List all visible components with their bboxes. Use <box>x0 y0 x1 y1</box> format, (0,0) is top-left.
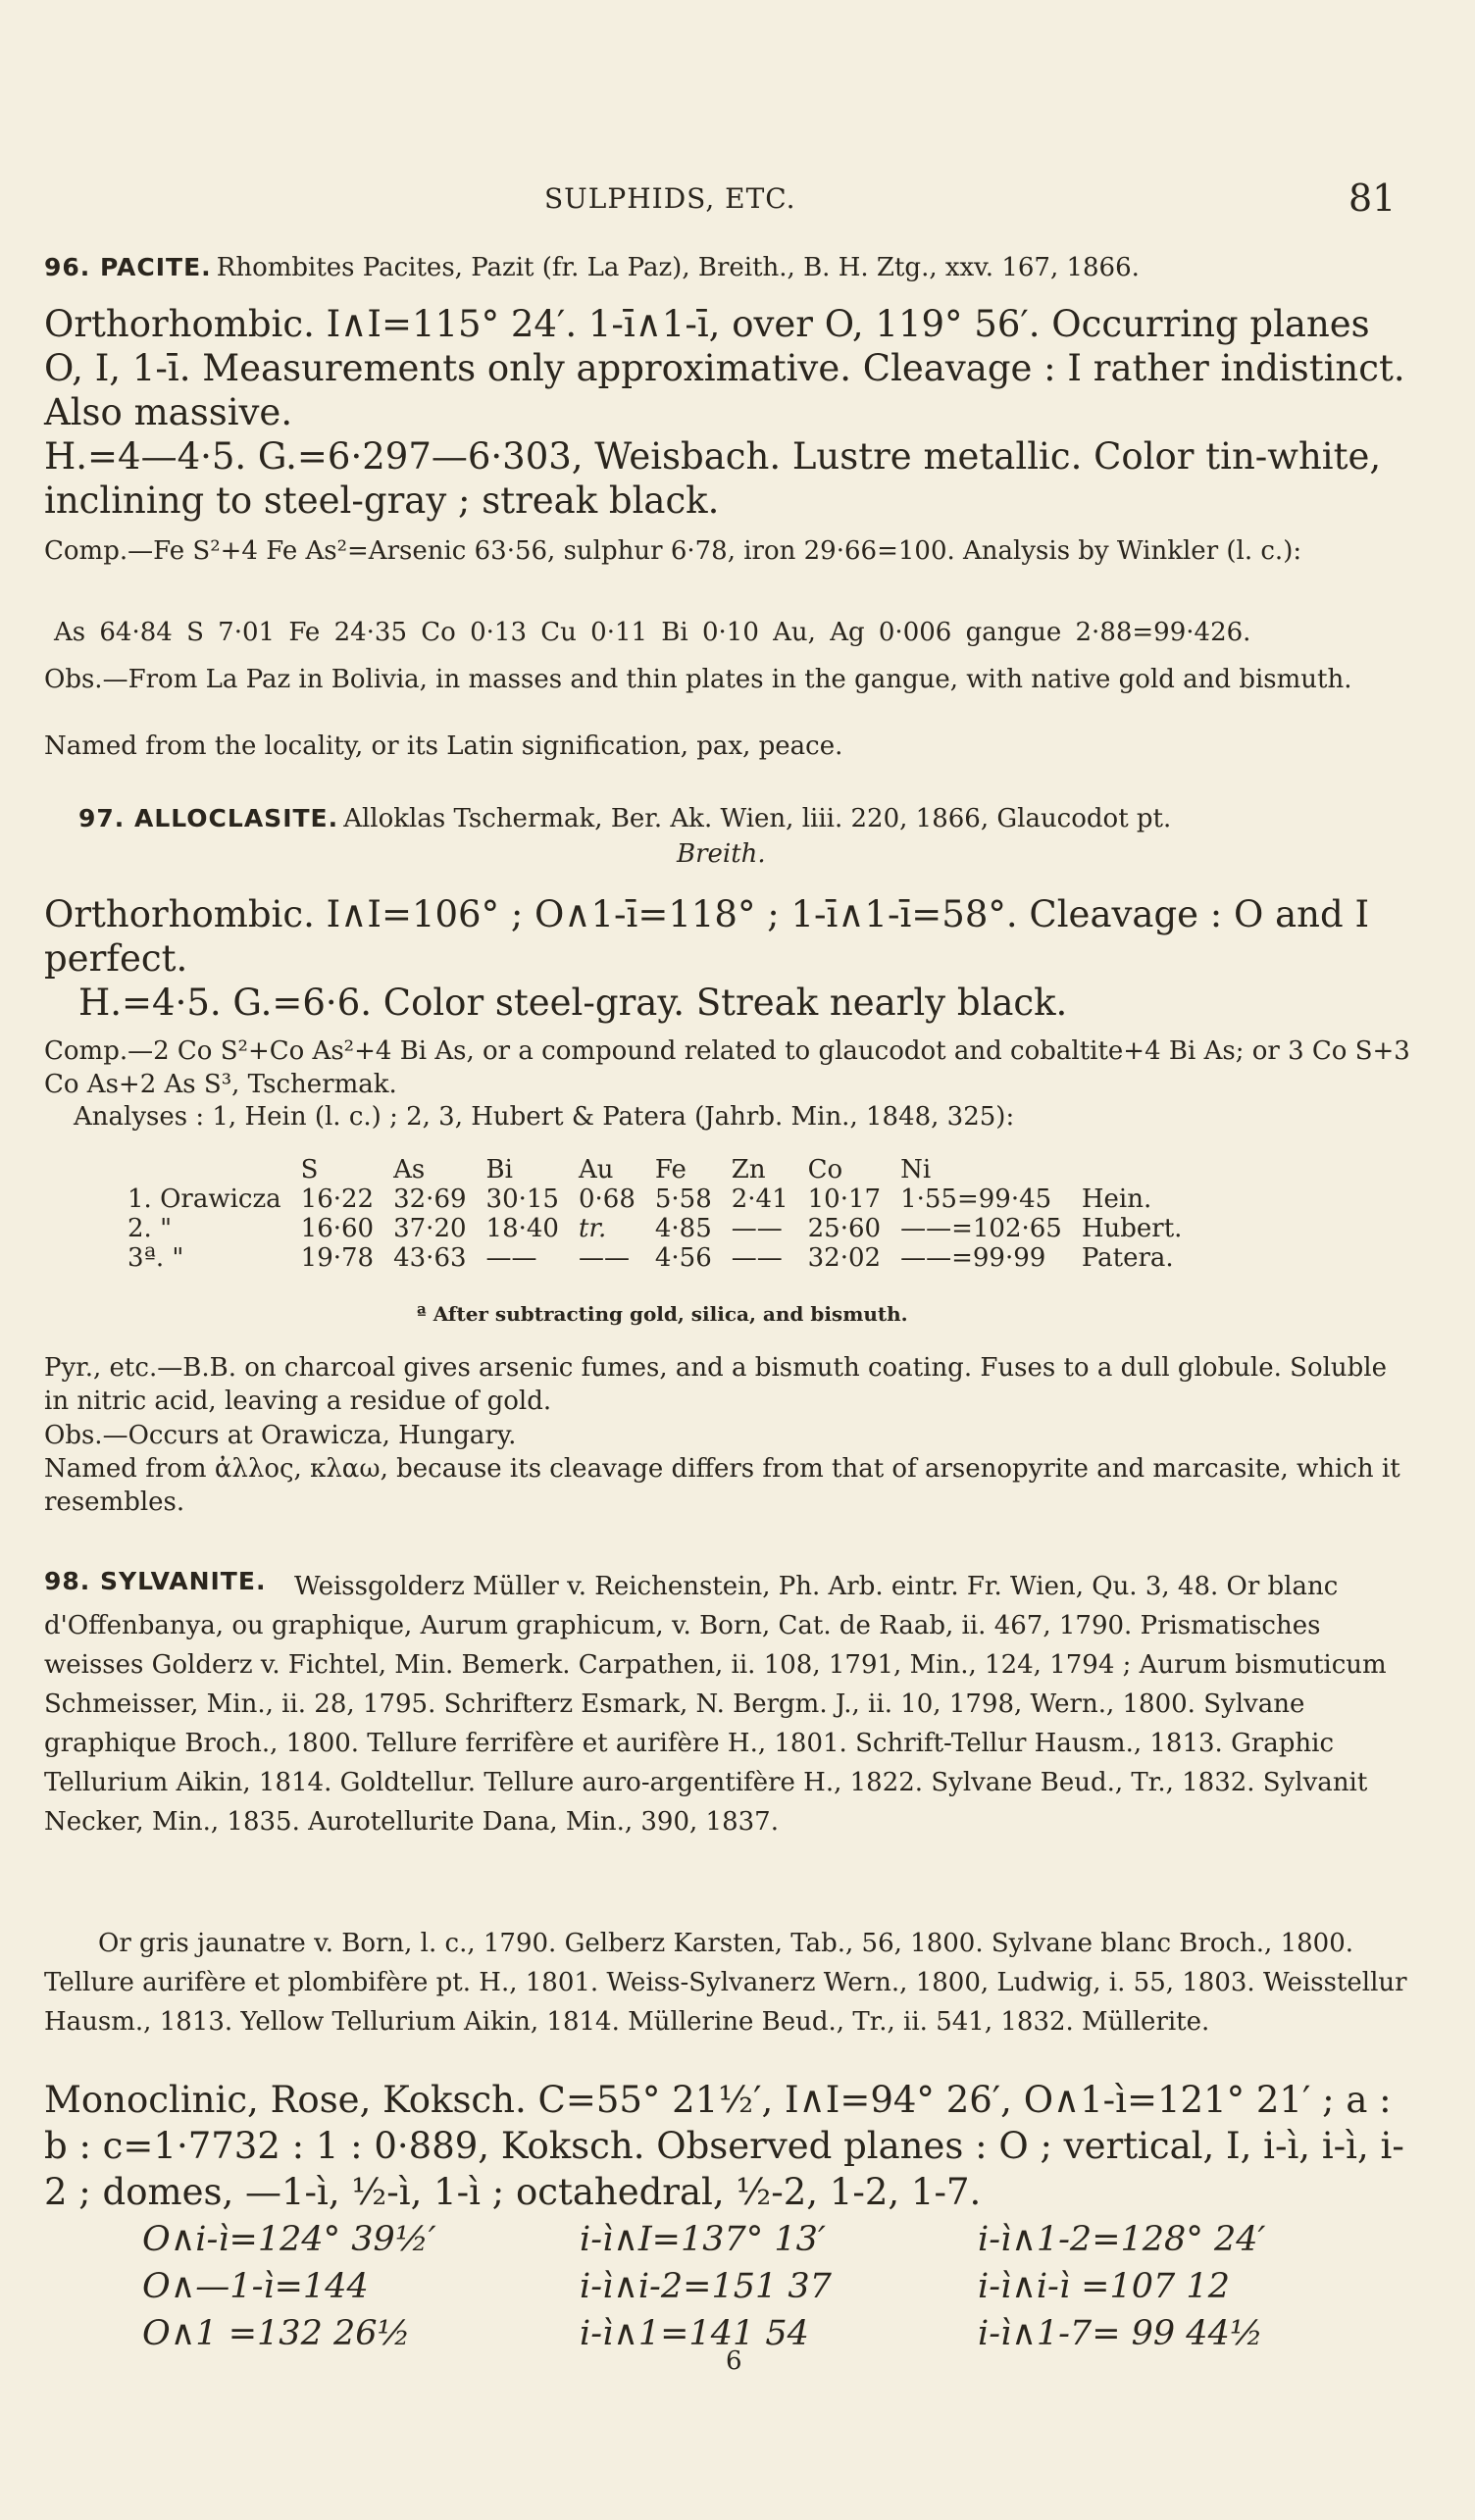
table-cell: 2. " <box>127 1214 173 1243</box>
table-row <box>118 1214 1192 1243</box>
table-header: Zn <box>731 1155 766 1184</box>
entry-98-angles-table <box>142 2216 1291 2357</box>
table-header <box>1072 1155 1193 1184</box>
table-header <box>118 1155 291 1184</box>
table-header: Co <box>807 1155 843 1184</box>
entry-96-physical-properties: H.=4—4·5. G.=6·297—6·303, Weisbach. Lustre metallic. Color tin-white, inclining to steel-gray ; streak black. <box>44 435 1382 522</box>
entry-97-crystal-form: Orthorhombic. I∧I=106° ; O∧1-ī=118° ; 1-ī∧1-ī=58°. Cleavage : O and I perfect. <box>44 893 1370 980</box>
table-cell: 1. Orawicza <box>127 1184 281 1214</box>
entry-97-table-footnote: ª After subtracting gold, silica, and bismuth. <box>417 1302 908 1326</box>
entry-96-synonymy: Rhombites Pacites, Pazit (fr. La Paz), Breith., B. H. Ztg., xxv. 167, 1866. <box>216 253 1140 282</box>
table-cell: Patera. <box>1081 1243 1174 1273</box>
entry-97-pyrognostics: Pyr., etc.—B.B. on charcoal gives arsenic fumes, and a bismuth coating. Fuses to a dull globule. Soluble in nitric acid, leaving a residue of gold. <box>44 1353 1387 1416</box>
table-cell: 32·02 <box>807 1243 882 1273</box>
table-cell: —— <box>578 1243 630 1273</box>
table-cell: 16·22 <box>300 1184 375 1214</box>
table-row <box>118 1243 1192 1273</box>
entry-98-crystal-form: Monoclinic, Rose, Koksch. C=55° 21½′, I∧I=94° 26′, O∧1-ì=121° 21′ ; a : b : c=1·7732 : 1 : 0·889, Koksch. Observed planes : O ; vertical, I, i-ì, i-ì, i-2 ; domes, —1-ì, ½-ì, 1-ì ; octahedral, ½-2, 1-2, 1-7. <box>44 2079 1404 2213</box>
entry-97-physical-properties: H.=4·5. G.=6·6. Color steel-gray. Streak nearly black. <box>78 982 1068 1024</box>
entry-97-composition: Comp.—2 Co S²+Co As²+4 Bi As, or a compound related to glaucodot and cobaltite+4 Bi As; or 3 Co S+3 Co As+2 As S³, Tschermak. <box>44 1036 1410 1099</box>
table-cell: 19·78 <box>300 1243 375 1273</box>
entry-97-title: 97. ALLOCLASITE. <box>78 804 339 832</box>
table-cell: 30·15 <box>485 1184 559 1214</box>
entry-97-description <box>44 892 1412 1025</box>
entry-97-synonymy-cont: Breith. <box>677 839 766 869</box>
entry-96-title: 96. PACITE. <box>44 253 212 281</box>
signature-mark: 6 <box>726 2346 742 2376</box>
entry-96-observations: Obs.—From La Paz in Bolivia, in masses and thin plates in the gangue, with native gold and bismuth. <box>44 665 1352 694</box>
table-header: Bi <box>485 1155 513 1184</box>
table-cell: Hein. <box>1081 1184 1152 1214</box>
table-cell: Hubert. <box>1081 1214 1183 1243</box>
table-cell: O∧1 =132 26½ <box>142 2314 411 2353</box>
page-number: 81 <box>1348 176 1397 220</box>
table-cell: ——=102·65 <box>900 1214 1062 1243</box>
table-cell: tr. <box>578 1214 607 1243</box>
entry-96-analysis: As 64·84 S 7·01 Fe 24·35 Co 0·13 Cu 0·11 Bi 0·10 Au, Ag 0·006 gangue 2·88=99·426. <box>54 618 1251 647</box>
entry-98-title: 98. SYLVANITE. <box>44 1567 267 1595</box>
running-head: SULPHIDS, ETC. <box>544 182 796 215</box>
entry-98-synonymy-2: Or gris jaunatre v. Born, l. c., 1790. Gelberz Karsten, Tab., 56, 1800. Sylvane blanc Broch., 1800. Tellure aurifère et plombifère pt. H., 1801. Weiss-Sylvanerz Wern., 1800, Ludwig, i. 55, 1803. Weisstellur Hausm., 1813. Yellow Tellurium Aikin, 1814. Müllerine Beud., Tr., ii. 541, 1832. Müllerite. <box>44 1929 1407 2037</box>
entry-97-analyses-intro: Analyses : 1, Hein (l. c.) ; 2, 3, Hubert & Patera (Jahrb. Min., 1848, 325): <box>74 1102 1015 1132</box>
table-cell: 18·40 <box>485 1214 559 1243</box>
entry-97-observations: Obs.—Occurs at Orawicza, Hungary. <box>44 1421 517 1450</box>
table-row <box>118 1184 1192 1214</box>
table-row <box>142 2263 1291 2310</box>
table-cell: 32·69 <box>393 1184 467 1214</box>
table-header-row <box>118 1155 1192 1184</box>
table-cell: 0·68 <box>578 1184 636 1214</box>
table-cell: 5·58 <box>654 1184 712 1214</box>
table-cell: 1·55=99·45 <box>900 1184 1052 1214</box>
table-cell: 37·20 <box>393 1214 467 1243</box>
entry-96-crystal-form: Orthorhombic. I∧I=115° 24′. 1-ī∧1-ī, over O, 119° 56′. Occurring planes O, I, 1-ī. Measurements only approximative. Cleavage : I rather indistinct. Also massive. <box>44 303 1405 433</box>
entry-96-composition: Comp.—Fe S²+4 Fe As²=Arsenic 63·56, sulphur 6·78, iron 29·66=100. Analysis by Winkler (l. c.): <box>44 536 1302 566</box>
entry-97-heading <box>78 804 1171 833</box>
table-cell: i-ì∧1=141 54 <box>580 2314 809 2353</box>
table-header: As <box>393 1155 426 1184</box>
table-cell: —— <box>731 1243 783 1273</box>
table-cell: i-ì∧i-ì =107 12 <box>978 2267 1230 2306</box>
entry-97-synonymy: Alloklas Tschermak, Ber. Ak. Wien, liii. 220, 1866, Glaucodot pt. <box>343 804 1172 833</box>
table-cell: 25·60 <box>807 1214 882 1243</box>
table-row <box>142 2310 1291 2357</box>
table-header: Au <box>578 1155 614 1184</box>
entry-97-name-origin: Named from ἀλλος, κλαω, because its cleavage differs from that of arsenopyrite and marcasite, which it resembles. <box>44 1454 1400 1517</box>
table-cell: —— <box>485 1243 537 1273</box>
entry-98-synonymy-1: Weissgolderz Müller v. Reichenstein, Ph. Arb. eintr. Fr. Wien, Qu. 3, 48. Or blanc d'Offenbanya, ou graphique, Aurum graphicum, v. Born, Cat. de Raab, ii. 467, 1790. Prismatisches weisses Golderz v. Fichtel, Min. Bemerk. Carpathen, ii. 108, 1791, Min., 124, 1794 ; Aurum bismuticum Schmeisser, Min., ii. 28, 1795. Schrifterz Esmark, N. Bergm. J., ii. 10, 1798, Wern., 1800. Sylvane graphique Broch., 1800. Tellure ferrifère et aurifère H., 1801. Schrift-Tellur Hausm., 1813. Graphic Tellurium Aikin, 1814. Goldtellur. Tellure auro-argentifère H., 1822. Sylvane Beud., Tr., 1832. Sylvanit Necker, Min., 1835. Aurotellurite Dana, Min., 390, 1837. <box>44 1572 1387 1837</box>
table-cell: O∧—1-ì=144 <box>142 2267 369 2306</box>
table-cell: 16·60 <box>300 1214 375 1243</box>
table-header: Fe <box>654 1155 687 1184</box>
table-cell: 4·56 <box>654 1243 712 1273</box>
table-cell: i-ì∧i-2=151 37 <box>580 2267 832 2306</box>
table-header: S <box>300 1155 319 1184</box>
table-cell: 43·63 <box>393 1243 467 1273</box>
table-cell: 4·85 <box>654 1214 712 1243</box>
table-cell: —— <box>731 1214 783 1243</box>
table-header: Ni <box>900 1155 932 1184</box>
table-cell: ——=99·99 <box>900 1243 1046 1273</box>
table-cell: i-ì∧I=137° 13′ <box>580 2220 826 2259</box>
table-cell: 3ª. " <box>127 1243 184 1273</box>
table-cell: 2·41 <box>731 1184 788 1214</box>
entry-96-name-origin: Named from the locality, or its Latin signification, pax, peace. <box>44 731 843 761</box>
entry-96-description <box>44 302 1412 523</box>
entry-97-analyses-table <box>118 1155 1192 1273</box>
table-cell: i-ì∧1-7= 99 44½ <box>978 2314 1263 2353</box>
table-cell: i-ì∧1-2=128° 24′ <box>978 2220 1266 2259</box>
table-row <box>142 2216 1291 2263</box>
table-cell: 10·17 <box>807 1184 882 1214</box>
entry-96-heading <box>44 253 1140 282</box>
table-cell: O∧i-ì=124° 39½′ <box>142 2220 436 2259</box>
